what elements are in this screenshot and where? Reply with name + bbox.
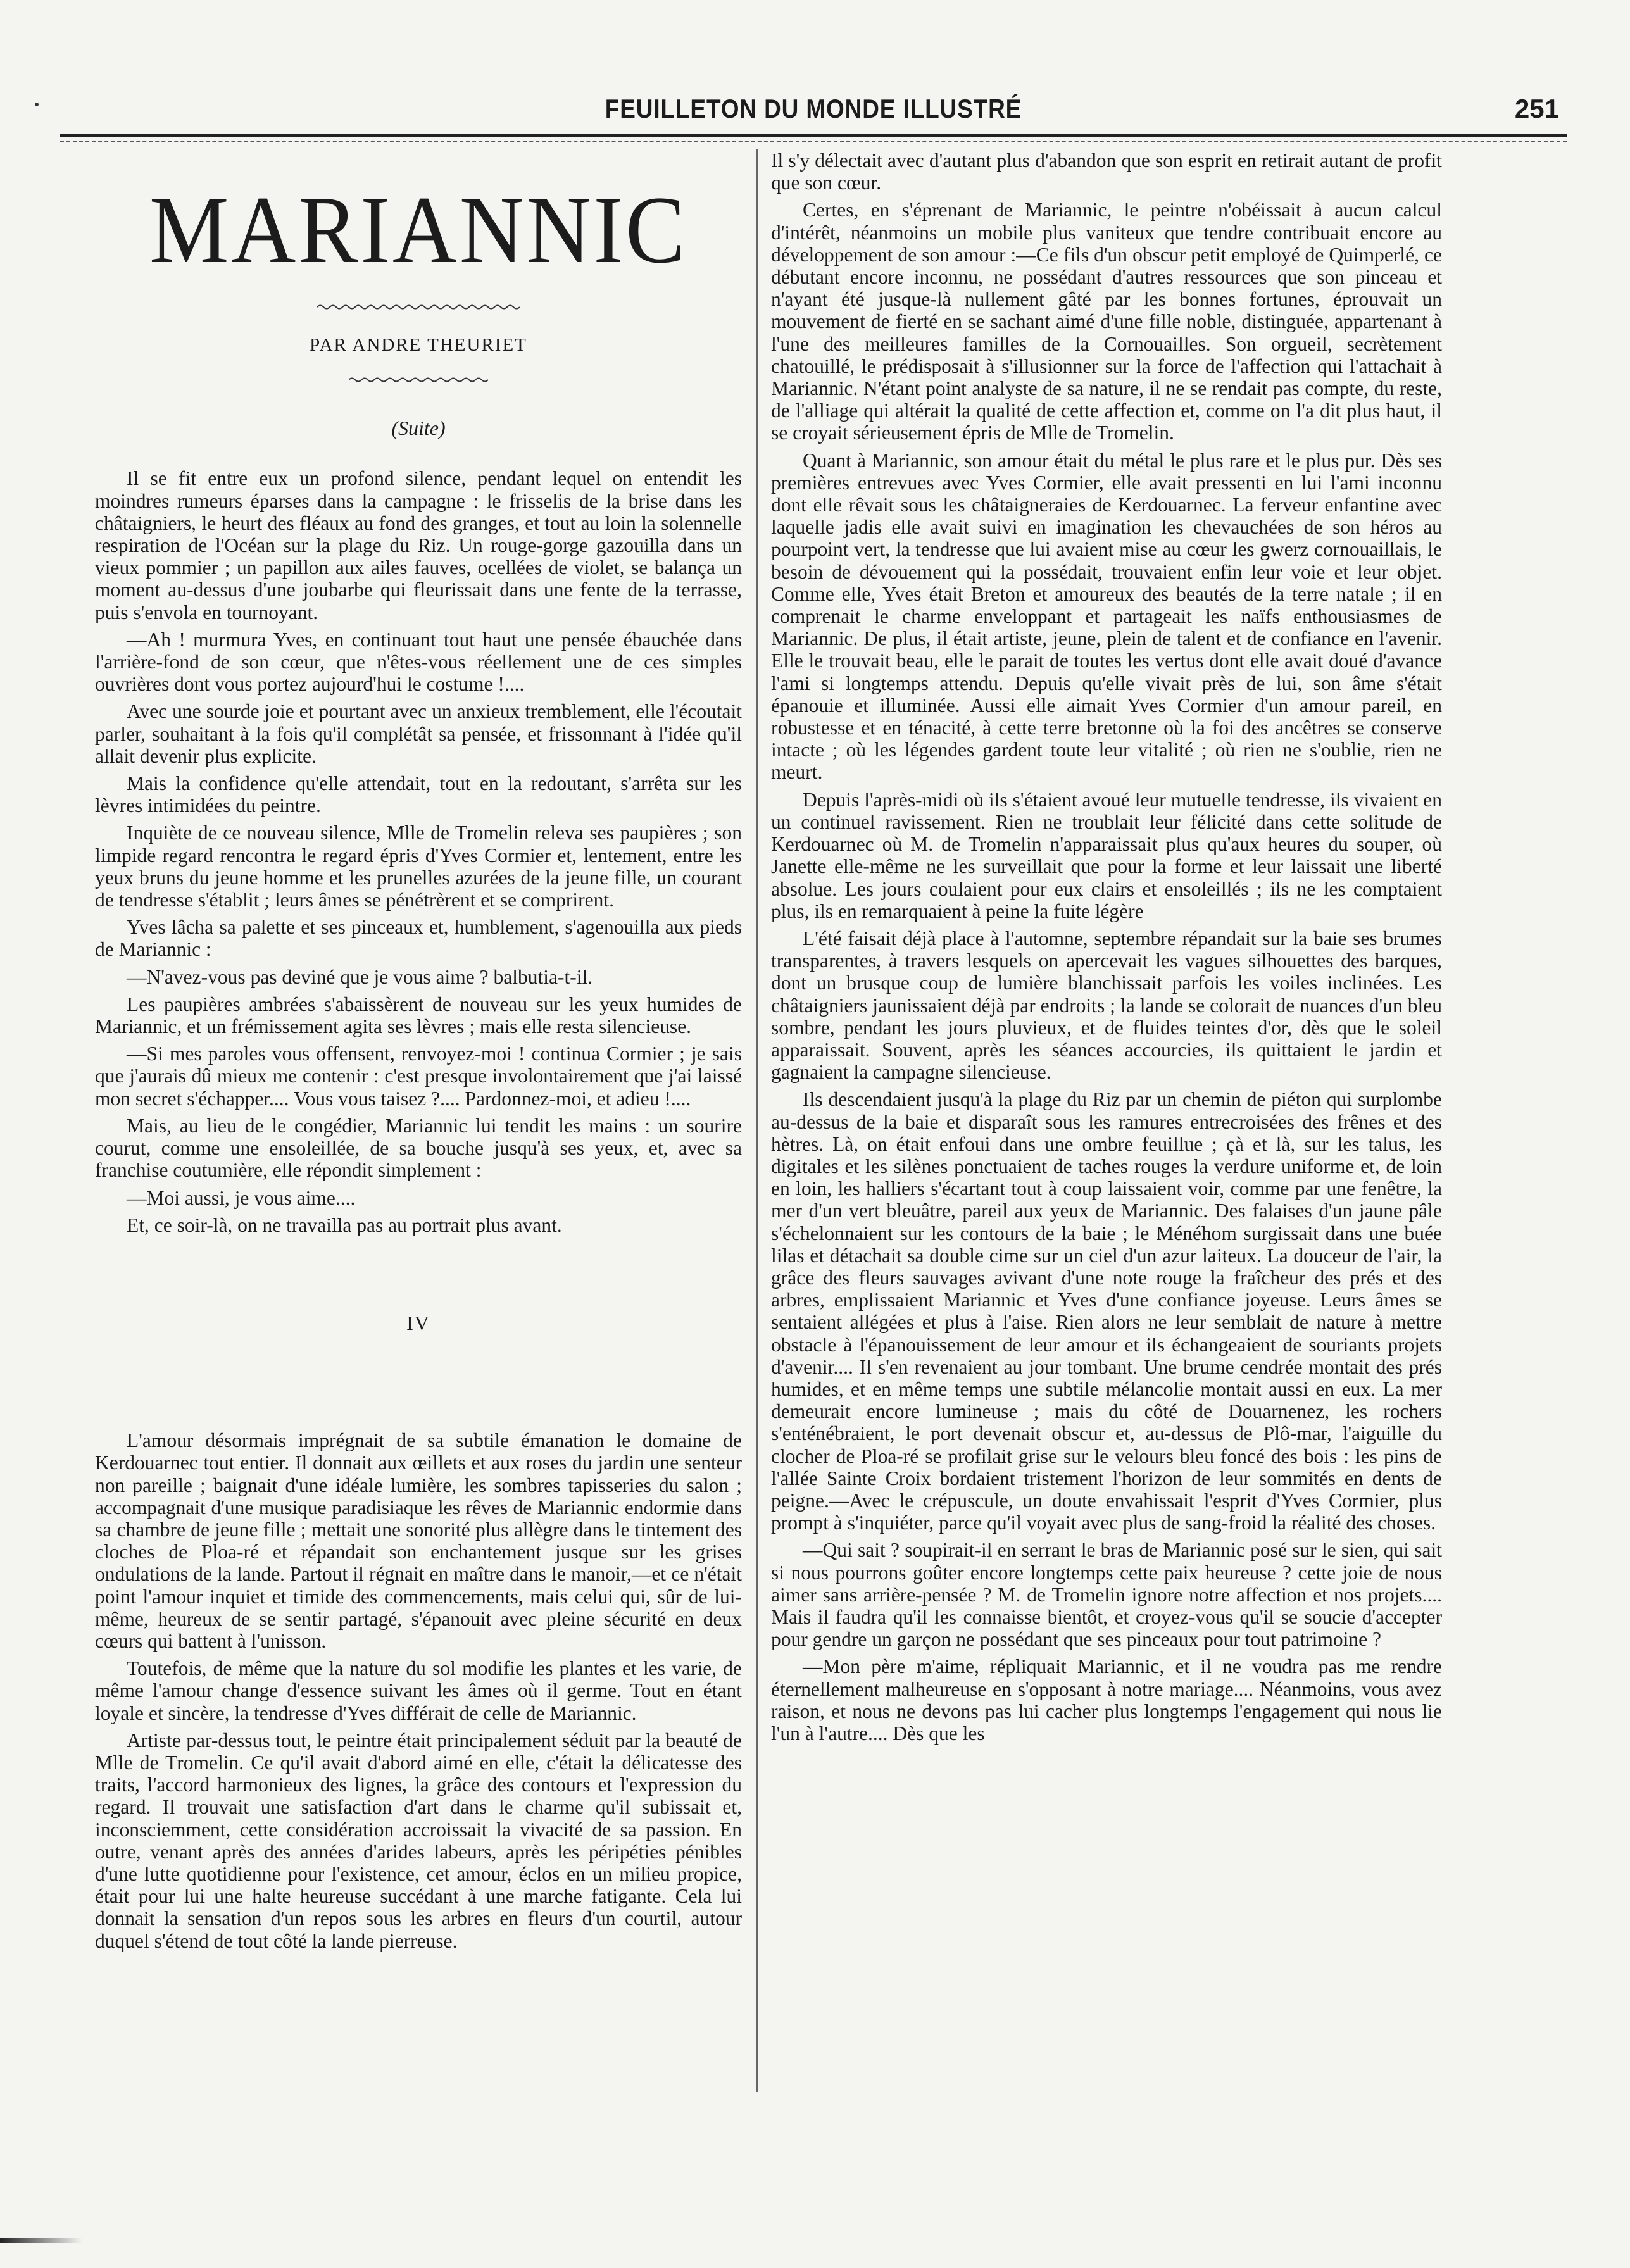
- paragraph: Mais la confidence qu'elle attendait, tout en la redoutant, s'arrêta sur les lèvres intimidées du peintre.: [95, 772, 742, 817]
- paragraph: Et, ce soir-là, on ne travailla pas au portrait plus avant.: [127, 1213, 562, 1236]
- paragraph: —Moi aussi, je vous aime....: [127, 1186, 356, 1209]
- paragraph: Artiste par-dessus tout, le peintre était principalement séduit par la beauté de Mlle de Tromelin. Ce qu'il avait d'abord aimé en elle, c'était la délicatesse des traits, l'accord harmonieux des lignes, la grâce des contours et l'expression du regard. Il trouvait une satisfaction d'art dans le charme qu'il subissait et, inconsciemment, cette considération accroissait la vivacité de sa passion. En outre, venant après des années d'arides labeurs, après les péripéties pénibles d'une lutte quotidienne pour l'existence, cet amour, éclos en un milieu propice, était pour lui une halte heureuse succédant à une marche fatigante. Cela lui donnait la sensation d'un repos sous les arbres en fleurs d'un courtil, autour duquel s'étend de tout côté la lande pierreuse.: [95, 1729, 742, 1952]
- header-rule: [60, 134, 1567, 137]
- wavy-rule-icon: [317, 303, 520, 311]
- paragraph: Avec une sourde joie et pourtant avec un anxieux tremblement, elle l'écoutait parler, souhaitant à la fois qu'il complétât sa pensée, et frissonnant à l'idée qu'il allait devenir plus explicite.: [95, 700, 742, 767]
- left-text-after: [95, 1429, 742, 1952]
- paragraph: —Si mes paroles vous offensent, renvoyez-moi ! continua Cormier ; je sais que j'aurais dû mieux me contenir : c'est presque involontairement que j'ai laissé mon secret s'échapper.... Vous vous taisez ?.... Pardonnez-moi, et adieu !....: [95, 1043, 742, 1110]
- left-text-before: [95, 467, 742, 1236]
- paragraph: Inquiète de ce nouveau silence, Mlle de Tromelin releva ses paupières ; son limpide regard rencontra le regard épris d'Yves Cormier et, lentement, entre les yeux bruns du jeune homme et les prunelles azurées de la jeune fille, un courant de tendresse s'établit ; leurs âmes se pénétrèrent et se comprirent.: [95, 822, 742, 912]
- paragraph: Depuis l'après-midi où ils s'étaient avoué leur mutuelle tendresse, ils vivaient en un continuel ravissement. Rien ne troublait leur félicité dans cette solitude de Kerdouarnec où M. de Tromelin n'apparaissait plus qu'aux heures du souper, où Janette elle-même ne les surveillait que pour la forme et leur laissait une liberté absolue. Les jours coulaient pour eux clairs et ensoleillés ; ils ne les comptaient plus, ils en remarquaient à peine la fuite légère: [771, 788, 1442, 922]
- continuation-label: (Suite): [391, 417, 446, 440]
- paragraph: L'été faisait déjà place à l'automne, septembre répandait sur la baie ses brumes transparentes, à travers lesquels on apercevait les vagues silhouettes des barques, dont un brusque coup de lumière blanchissait parfois les voiles inclinées. Les châtaigniers jaunissaient déjà par endroits ; la lande se colorait de nuances d'un bleu sombre, pendant les jours pluvieux, et de fluides teintes d'or, dès que le soleil apparaissait. Souvent, après les séances accourcies, ils quittaient le jardin et gagnaient la campagne silencieuse.: [771, 927, 1442, 1084]
- right-column: [771, 149, 1442, 1750]
- paragraph: —Ah ! murmura Yves, en continuant tout haut une pensée ébauchée dans l'arrière-fond de son cœur, que n'êtes-vous réellement une de ces simples ouvrières dont vous portez aujourd'hui le costume !....: [95, 628, 742, 696]
- paragraph: Mais, au lieu de le congédier, Mariannic lui tendit les mains : un sourire courut, comme une ensoleillée, de sa bouche jusqu'à ses yeux, et, avec sa franchise coutumière, elle répondit simplement :: [95, 1114, 742, 1182]
- paragraph: L'amour désormais imprégnait de sa subtile émanation le domaine de Kerdouarnec tout entier. Il donnait aux œillets et aux roses du jardin une senteur non pareille ; baignait d'une idéale lumière, les sombres tapisseries du salon ; accompagnait d'une musique paradisiaque les rêves de Mariannic endormie dans sa chambre de jeune fille ; mettait une sonorité plus allègre dans le tintement des cloches de Ploa-ré et répandait son enchantement jusque sur les grises ondulations de la lande. Partout il régnait en maître dans le manoir,—et ce n'était point l'amour inquiet et timide des commencements, mais celui qui, sûr de lui-même, heureux de se sentir partagé, s'épanouit avec pleine sécurité en deux cœurs qui battent à l'unisson.: [95, 1429, 742, 1652]
- paragraph: Toutefois, de même que la nature du sol modifie les plantes et les varie, de même l'amour change d'essence suivant les âmes où il germe. Tout en étant loyale et sincère, la tendresse d'Yves différait de celle de Mariannic.: [95, 1657, 742, 1724]
- paragraph: —Mon père m'aime, répliquait Mariannic, et il ne voudra pas me rendre éternellement malheureuse en s'opposant à notre mariage.... Néanmoins, vous avez raison, et nous ne devons pas lui cacher plus longtemps l'engagement qui nous lie l'un à l'autre.... Dès que les: [771, 1655, 1442, 1745]
- paragraph: Certes, en s'éprenant de Mariannic, le peintre n'obéissait à aucun calcul d'intérêt, néanmoins un mobile plus vaniteux que tendre contribuait encore au développement de son amour :—Ce fils d'un obscur petit employé de Quimperlé, ce débutant encore inconnu, ne possédant d'autres ressources que son pinceau et n'ayant été jusque-là nullement gâté par les bonnes fortunes, éprouvait un mouvement de fierté en se sachant aimé d'une fille noble, distinguée, appartenant à l'une des meilleures familles de la Cornouailles. Son orgueil, secrètement chatouillé, le prédisposait à s'illusionner sur la force de l'affection qui l'attachait à Mariannic. N'étant point analyste de sa nature, il ne se rendait pas compte, du reste, de l'alliage qui altérait la qualité de cette affection et, comme on l'a dit plus haut, il se croyait sérieusement épris de Mlle de Tromelin.: [771, 199, 1442, 444]
- paragraph: —Qui sait ? soupirait-il en serrant le bras de Mariannic posé sur le sien, qui sait si nous pourrons goûter encore longtemps cette paix heureuse ? cette joie de nous aimer sans arrière-pensée ? M. de Tromelin ignore notre affection et nos projets.... Mais il faudra qu'il les connaisse bientôt, et croyez-vous qu'il se soucie d'accepter pour gendre un garçon ne possédant que ses pinceaux pour tout patrimoine ?: [771, 1539, 1442, 1651]
- paragraph: Ils descendaient jusqu'à la plage du Riz par un chemin de piéton qui surplombe au-dessus de la baie et disparaît sous les ramures entrecroisées des frênes et des hètres. Là, on était enfoui dans une ombre feuillue ; çà et là, sur les talus, les digitales et les silènes ponctuaient de taches rouges la verdure uniforme et, de loin en loin, les halliers s'écartant tout à coup laissaient voir, comme par une fenêtre, la mer d'un vert bleuâtre, pareil aux yeux de Mariannic. Des falaises d'un jaune pâle s'échelonnaient sur les contours de la baie ; le Ménéhom surgissait dans une buée lilas et détachait sa double cime sur un ciel d'un azur laiteux. La douceur de l'air, la grâce des fleurs sauvages avivant d'une note rouge la fraîcheur des prés et des arbres, emplissaient Mariannic et Yves d'une confiance joyeuse. Leurs âmes se sentaient allégées et plus à l'aise. Rien alors ne leur semblait de nature à mettre obstacle à l'épanouissement de leur amour et ils échangeaient de souriants projets d'avenir.... Il s'en revenaient au jour tombant. Une brume cendrée montait des prés humides, et en même temps une subtile mélancolie montait aussi en eux. La mer demeurait encore lumineuse ; mais du côté de Douarnenez, les rochers s'enténébraient, le port devenait obscur et, au-dessus de Plô-mar, l'aiguille du clocher de Ploa-ré se profilait grise sur le velours bleu foncé des bois : les pins de l'allée Sainte Croix bordaient tristement l'horizon de leur sommités en dents de peigne.—Avec le crépuscule, un doute envahissait l'esprit d'Yves Cormier, plus prompt à s'inquiéter, parce qu'il voyait avec plus de sang-froid la réalité des choses.: [771, 1088, 1442, 1534]
- paragraph: Les paupières ambrées s'abaissèrent de nouveau sur les yeux humides de Mariannic, et un frémissement agita ses lèvres ; mais elle resta silencieuse.: [95, 993, 742, 1038]
- page-number: 251: [1514, 94, 1559, 123]
- column-divider: [756, 149, 758, 2092]
- running-title: FEUILLETON DU MONDE ILLUSTRÉ: [605, 94, 1022, 123]
- print-speck: [35, 103, 39, 106]
- article-title: MARIANNIC: [149, 177, 688, 283]
- paragraph: Quant à Mariannic, son amour était du métal le plus rare et le plus pur. Dès ses premières entrevues avec Yves Cormier, elle avait pressenti en lui l'ami inconnu dont elle rêvait sous les châtaigneraies de Kerdouarnec. La ferveur enfantine avec laquelle jadis elle avait suivi en imagination les chevauchées de son héros au pourpoint vert, la tendresse que lui avaient mise au cœur les gwerz cornouaillais, le besoin de dévouement qui la possédait, trouvaient enfin leur voie et leur objet. Comme elle, Yves était Breton et amoureux des beautés de la terre natale ; il en comprenait le charme enveloppant et partageait les naïfs enthousiasmes de Mariannic. De plus, il était artiste, jeune, plein de talent et de confiance en l'avenir. Elle le trouvait beau, elle le parait de toutes les vertus dont elle avait doué d'avance l'ami si longtemps attendu. Depuis qu'elle vivait près de lui, son âme s'était épanouie et illuminée. Aussi elle aimait Yves Cormier d'un amour pareil, en robustesse et en ténacité, à cette terre bretonne où la foi des ancêtres se conserve intacte ; où les légendes gardent toute leur vitalité ; où rien ne s'oublie, rien ne meurt.: [771, 449, 1442, 784]
- wavy-rule-small-icon: [349, 375, 488, 384]
- paragraph: Il s'y délectait avec d'autant plus d'abandon que son esprit en retirait autant de profit que son cœur.: [771, 149, 1442, 194]
- byline-ornament: [95, 375, 742, 384]
- paragraph: Yves lâcha sa palette et ses pinceaux et, humblement, s'agenouilla aux pieds de Mariannic :: [95, 916, 742, 961]
- scan-edge-mark: [0, 2238, 82, 2243]
- running-head: [60, 89, 1567, 133]
- paragraph: —N'avez-vous pas deviné que je vous aime ? balbutia-t-il.: [127, 965, 593, 988]
- header-rule-dashed: [60, 141, 1567, 142]
- paragraph: Il se fit entre eux un profond silence, pendant lequel on entendit les moindres rumeurs éparses dans la campagne : le frisselis de la brise dans les châtaigniers, le heurt des fléaux au fond des granges, et tout au loin la solennelle respiration de l'Océan sur la plage du Riz. Un rouge-gorge gazouilla dans un vieux pommier ; un papillon aux ailes fauves, ocellées de violet, se balança un moment au-dessus d'une joubarbe qui fleurissait dans une fente de la terrasse, puis s'envola en tournoyant.: [95, 467, 742, 623]
- left-column: [95, 152, 742, 1957]
- title-ornament: [95, 303, 742, 311]
- byline: PAR ANDRE THEURIET: [310, 335, 527, 355]
- section-numeral: IV: [406, 1311, 430, 1334]
